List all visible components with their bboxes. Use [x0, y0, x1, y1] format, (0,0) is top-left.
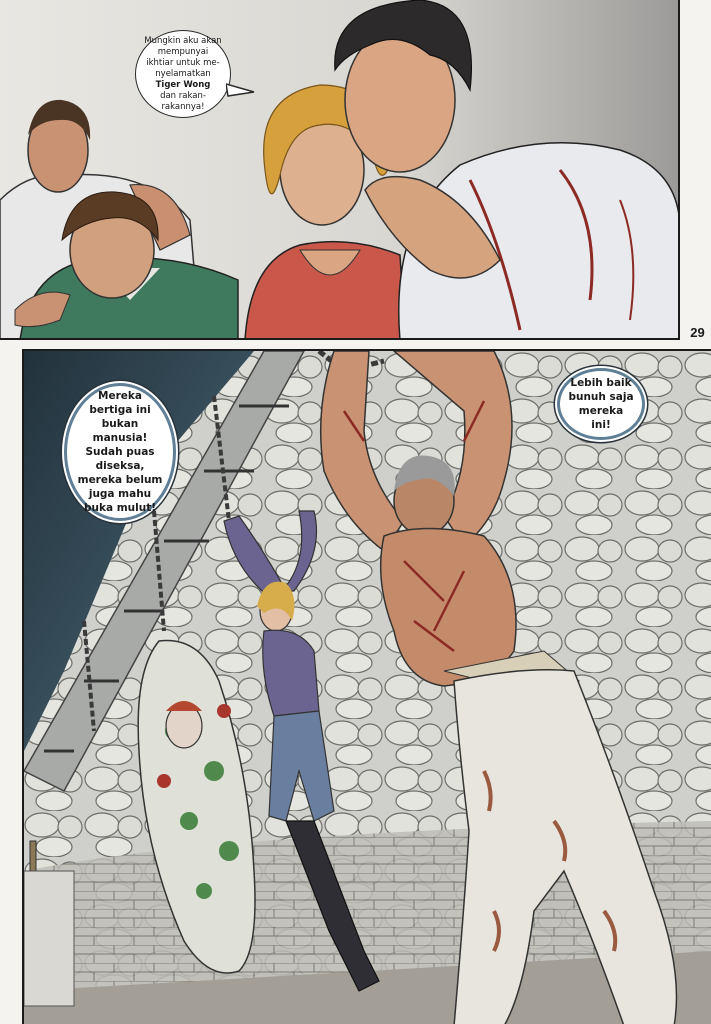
speech-bubble-top: [135, 30, 231, 118]
speech-text-highlight: Tiger Wong: [155, 79, 211, 90]
speech-bubble-left: [64, 383, 176, 521]
top-panel-art: [0, 0, 680, 340]
speech-bubble-top-tail: [226, 82, 256, 100]
page-number: 29: [690, 325, 705, 340]
speech-bubble-top-text: [144, 36, 222, 113]
speech-bubble-right: [557, 368, 645, 440]
speech-bubble-right-text: Lebih baik bunuh saja mereka ini!: [568, 377, 634, 431]
bottom-panel: [22, 349, 711, 1024]
speech-bubble-left-text: Mereka bertiga ini bukan manusia! Sudah puas diseksa, mereka belum juga mahu buka mulut!: [77, 390, 163, 514]
speech-text-part: Mungkin aku akan mempunyai ikhtiar untuk me-nyelamatkan: [144, 35, 222, 79]
top-panel: [0, 0, 680, 340]
speech-text-part: dan rakan-rakannya!: [160, 90, 206, 112]
